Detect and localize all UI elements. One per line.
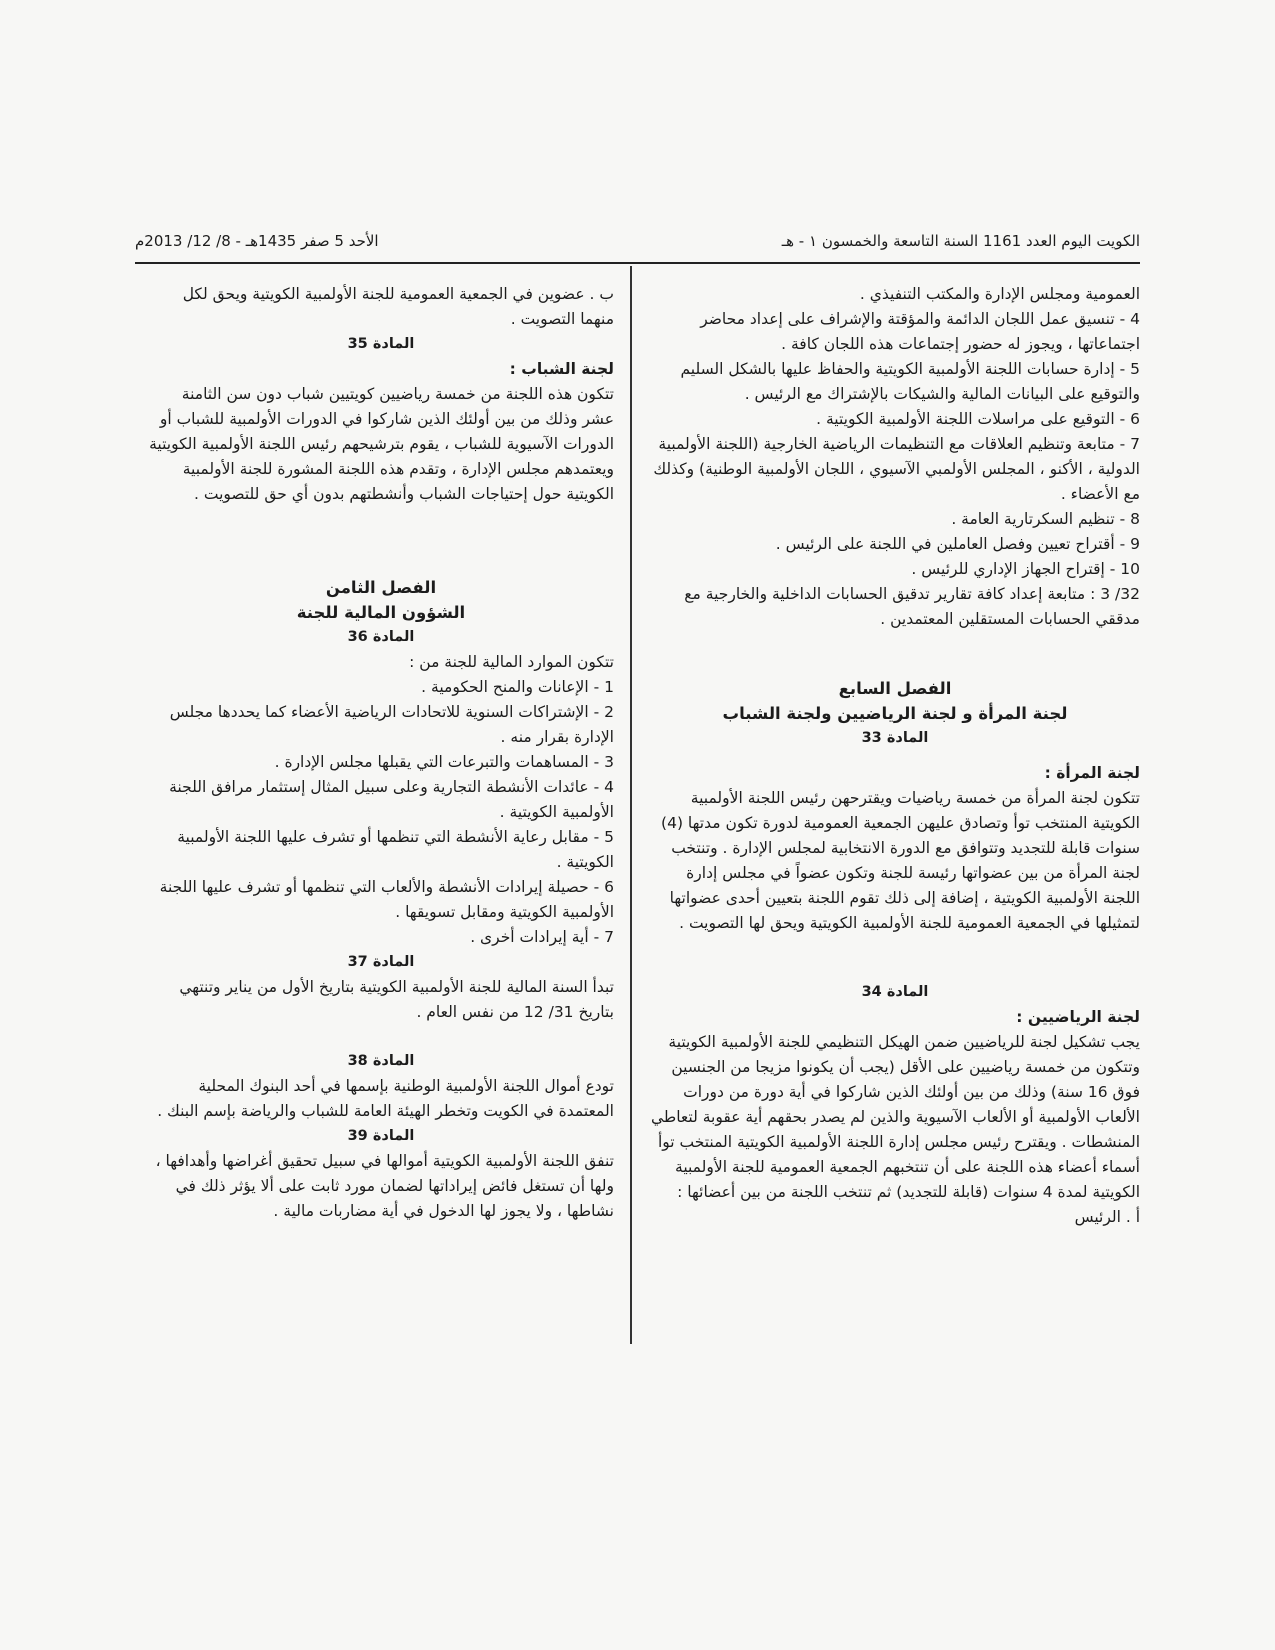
paragraph: أ . الرئيس [1074,1208,1140,1226]
paragraph: 9 - أقتراح تعيين وفصل العاملين في اللجنة على الرئيس . [775,535,1140,553]
section-heading: لجنة المرأة : [1044,764,1140,782]
article-heading: المادة 37 [347,954,415,970]
paragraph: 4 - تنسيق عمل اللجان الدائمة والمؤقتة والإشراف على إعداد محاضر اجتماعاتها ، ويجوز له حضور إجتماعات هذه اللجان كافة . [700,310,1140,353]
header-rule [135,262,1140,264]
paragraph: 7 - متابعة وتنظيم العلاقات مع التنظيمات الرياضية الخارجية (اللجنة الأولمبية الدولية ، الأكنو ، المجلس الأولمبي الآسيوي ، اللجان الأولمبية الوطنية) وكذلك مع الأعضاء . [653,435,1140,503]
chapter-heading: الفصل السابع [838,679,952,698]
chapter-title: لجنة المرأة و لجنة الرياضيين ولجنة الشباب [722,704,1068,723]
list-item: 1 - الإعانات والمنح الحكومية . [421,678,614,696]
header-issue: الكويت اليوم العدد 1161 السنة التاسعة والخمسون ١ - هـ [781,232,1140,250]
spacer [148,507,614,551]
list-item: 2 - الإشتراكات السنوية للاتحادات الرياضية الأعضاء كما يحددها مجلس الإدارة بقرار منه . [169,703,614,746]
paragraph: تتكون هذه اللجنة من خمسة رياضيين كويتيين شباب دون سن الثامنة عشر وذلك من بين أولئك الذين شاركوا في الدورات الأولمبية للشباب أو الدورات الآسيوية للشباب ، يقوم بترشيحهم رئيس اللجنة الأولمبية الكويتية ويعتمدهم مجلس الإدارة ، وتقدم هذه اللجنة المشورة للجنة الأولمبية الكويتية حول إحتياجات الشباب وأنشطتهم بدون أي حق للتصويت . [149,385,614,503]
paragraph: تتكون الموارد المالية للجنة من : [409,653,614,671]
chapter-heading: الفصل الثامن [325,578,437,597]
paragraph: 32/ 3 : متابعة إعداد كافة تقارير تدقيق الحسابات الداخلية والخارجية مع مدققي الحسابات المستقلين المعتمدين . [684,585,1140,628]
spacer [148,551,614,575]
header-date: الأحد 5 صفر 1435هـ - 8/ 12/ 2013م [135,232,379,250]
article-heading: المادة 33 [861,730,929,746]
paragraph: تبدأ السنة المالية للجنة الأولمبية الكويتية بتاريخ الأول من يناير وتنتهي بتاريخ 31/ 12 من نفس العام . [179,978,614,1021]
paragraph: ب . عضوين في الجمعية العمومية للجنة الأولمبية الكويتية ويحق لكل منهما التصويت . [182,285,614,328]
paragraph: تودع أموال اللجنة الأولمبية الوطنية بإسمها في أحد البنوك المحلية المعتمدة في الكويت وتخطر الهيئة العامة للشباب والرياضة بإسم البنك . [157,1077,614,1120]
section-heading: لجنة الشباب : [509,360,614,378]
paragraph: تتكون لجنة المرأة من خمسة رياضيات ويقترحهن رئيس اللجنة الأولمبية الكويتية المنتخب توأ وتصادق عليهن الجمعية العمومية لدورة تكون مدتها (4) سنوات قابلة للتجديد وتتوافق مع الدورة الانتخابية لمجلس الإدارة . وتنتخب لجنة المرأة من بين عضواتها رئيسة للجنة وتكون عضواً في مجلس إدارة اللجنة الأولمبية الكويتية ، إضافة إلى ذلك تقوم اللجنة بتعيين أحدى عضواتها لتمثيلها في الجمعية العمومية للجنة الأولمبية الكويتية ويحق لها التصويت . [661,789,1140,932]
left-column [148,282,614,1224]
right-column [650,282,1140,1230]
section-heading: لجنة الرياضيين : [1016,1008,1140,1026]
paragraph: يجب تشكيل لجنة للرياضيين ضمن الهيكل التنظيمي للجنة الأولمبية الكويتية وتتكون من خمسة رياضيين على الأقل (يجب أن يكونوا مزيجا من الجنسين فوق 16 سنة) وذلك من بين أولئك الذين شاركوا في أية دورة من دورات الألعاب الأولمبية أو الألعاب الآسيوية والذين لم يصدر بحقهم أية عقوبة لتعاطي المنشطات . ويقترح رئيس مجلس إدارة اللجنة الأولمبية الكويتية المنتخب توأ أسماء أعضاء هذه اللجنة على أن تنتخبهم الجمعية العمومية للجنة الأولمبية الكويتية لمدة 4 سنوات (قابلة للتجديد) ثم تنتخب اللجنة من بين أعضائها : [650,1033,1140,1201]
page-header [135,232,1140,250]
paragraph: 6 - التوقيع على مراسلات اللجنة الأولمبية الكويتية . [816,410,1140,428]
list-item: 4 - عائدات الأنشطة التجارية وعلى سبيل المثال إستثمار مرافق اللجنة الأولمبية الكويتية . [169,778,614,821]
column-divider [630,266,632,1344]
paragraph: 8 - تنظيم السكرتارية العامة . [951,510,1140,528]
list-item: 7 - أية إيرادات أخرى . [470,928,614,946]
article-heading: المادة 39 [347,1128,415,1144]
spacer [148,1025,614,1049]
spacer [650,632,1140,676]
paragraph: 10 - إقتراح الجهاز الإداري للرئيس . [911,560,1140,578]
article-heading: المادة 35 [347,336,415,352]
paragraph: 5 - إدارة حسابات اللجنة الأولمبية الكويتية والحفاظ عليها بالشكل السليم والتوقيع على البيانات المالية والشيكات بالإشتراك مع الرئيس . [680,360,1140,403]
spacer [650,751,1140,761]
article-heading: المادة 38 [347,1053,415,1069]
list-item: 6 - حصيلة إيرادات الأنشطة والألعاب التي تنظمها أو تشرف عليها اللجنة الأولمبية الكويتية ومقابل تسويقها . [159,878,614,921]
spacer [650,936,1140,980]
paragraph: العمومية ومجلس الإدارة والمكتب التنفيذي . [859,285,1140,303]
list-item: 3 - المساهمات والتبرعات التي يقبلها مجلس الإدارة . [274,753,614,771]
article-heading: المادة 34 [861,984,929,1000]
paragraph: تنفق اللجنة الأولمبية الكويتية أموالها في سبيل تحقيق أغراضها وأهدافها ، ولها أن تستغل فائض إيراداتها لضمان مورد ثابت على ألا يؤثر ذلك في نشاطها ، ولا يجوز لها الدخول في أية مضاربات مالية . [155,1152,614,1220]
list-item: 5 - مقابل رعاية الأنشطة التي تنظمها أو تشرف عليها اللجنة الأولمبية الكويتية . [177,828,614,871]
chapter-title: الشؤون المالية للجنة [296,603,466,622]
article-heading: المادة 36 [347,629,415,645]
